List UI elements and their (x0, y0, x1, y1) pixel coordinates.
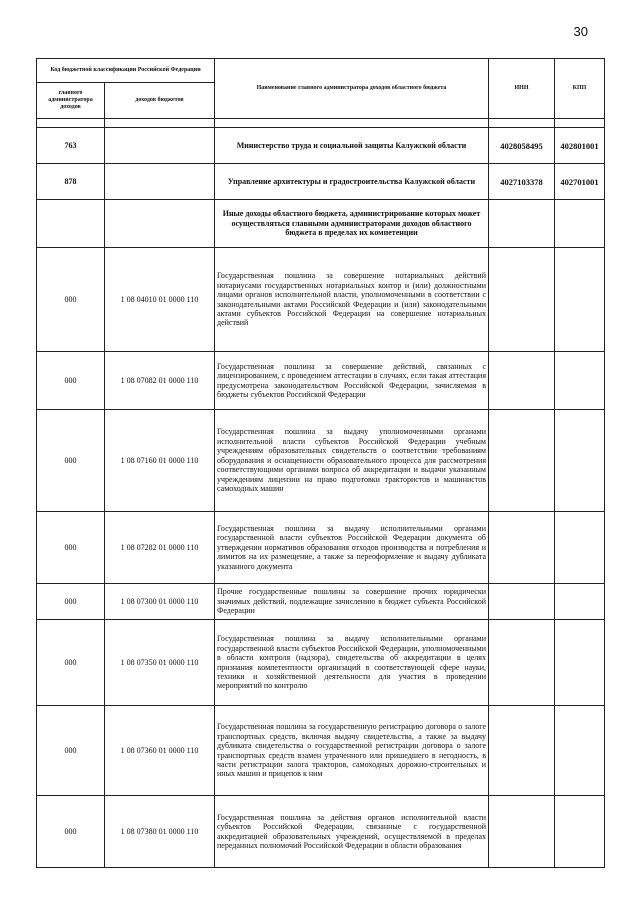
inn-value (489, 410, 555, 512)
table-row (37, 512, 605, 584)
table-row (37, 352, 605, 410)
admin-code: 000 (37, 410, 105, 512)
admin-code: 000 (37, 706, 105, 796)
table-row (37, 164, 605, 200)
inn-value: 4027103378 (489, 164, 555, 200)
table-row (37, 410, 605, 512)
header-inn: ИНН (489, 59, 555, 119)
admin-code: 000 (37, 796, 105, 868)
table-row (37, 706, 605, 796)
inn-value (489, 200, 555, 248)
kpp-value (555, 410, 605, 512)
header-kpp: КПП (555, 59, 605, 119)
inn-value (489, 706, 555, 796)
row-name: Государственная пошлина за совершение нотариальных действий нотариусами государственных нотариальных контор и (или) должностными лицами органов исполнительной власти, уполномоченными в соответствии с законодательными актами Российской Федерации и (или) законодательными актами субъектов Российской Федерации на совершение нотариальных действий (215, 248, 489, 352)
admin-code (37, 200, 105, 248)
inn-value (489, 584, 555, 620)
header-bk-group: Код бюджетной классификации Российской Федерации (37, 59, 215, 83)
header-name: Наименование главного администратора доходов областного бюджета (215, 59, 489, 119)
admin-code: 000 (37, 512, 105, 584)
row-name: Государственная пошлина за выдачу уполномоченными органами исполнительной власти субъектов Российской Федерации учебным учреждениям образовательных свидетельств о соответствии требованиям оборудования и оснащенности образовательного процесса для рассмотрения соответствующими органами вопроса об аккредитации и выдачи указанным учреждениям лицензии на право подготовки трактористов и машинистов самоходных машин (215, 410, 489, 512)
table-row (37, 620, 605, 706)
admin-code: 763 (37, 128, 105, 164)
inn-value (489, 512, 555, 584)
kpp-value (555, 796, 605, 868)
income-code: 1 08 07160 01 0000 110 (105, 410, 215, 512)
page-number: 30 (573, 24, 588, 39)
kpp-value (555, 620, 605, 706)
table-row (37, 248, 605, 352)
kpp-value (555, 248, 605, 352)
admin-code: 878 (37, 164, 105, 200)
kpp-value (555, 200, 605, 248)
admin-code: 000 (37, 352, 105, 410)
admin-code: 000 (37, 620, 105, 706)
kpp-value: 402801001 (555, 128, 605, 164)
inn-value (489, 248, 555, 352)
header-admin: главного администратора доходов (37, 83, 105, 119)
income-code (105, 164, 215, 200)
income-code: 1 08 07350 01 0000 110 (105, 620, 215, 706)
kpp-value (555, 706, 605, 796)
income-code: 1 08 07300 01 0000 110 (105, 584, 215, 620)
kpp-value: 402701001 (555, 164, 605, 200)
income-administrators-table (36, 58, 605, 868)
row-name: Государственная пошлина за государственную регистрацию договора о залоге транспортных средств, включая выдачу свидетельства, а также за выдачу дубликата свидетельства о государственной регистрации договора о залоге транспортных средств взамен утраченного или пришедшего в негодность, в части регистрации залога тракторов, самоходных дорожно-строительных и иных машин и прицепов к ним (215, 706, 489, 796)
income-code: 1 08 04010 01 0000 110 (105, 248, 215, 352)
kpp-value (555, 352, 605, 410)
row-name: Государственная пошлина за выдачу исполнительными органами государственной власти субъектов Российской Федерации документа об утверждении нормативов образования отходов производства и потребления и лимитов на их размещение, а также за переоформление и выдачу дубликата указанного документа (215, 512, 489, 584)
table-row (37, 584, 605, 620)
header-spacer-row (37, 119, 605, 128)
row-name: Прочие государственные пошлины за совершение прочих юридически значимых действий, подлежащие зачислению в бюджет субъекта Российской Федерации (215, 584, 489, 620)
admin-code: 000 (37, 584, 105, 620)
header-row-1 (37, 59, 605, 83)
income-code (105, 200, 215, 248)
table-row (37, 128, 605, 164)
row-name: Управление архитектуры и градостроительства Калужской области (215, 164, 489, 200)
inn-value (489, 620, 555, 706)
kpp-value (555, 584, 605, 620)
income-code: 1 08 07082 01 0000 110 (105, 352, 215, 410)
section-title: Иные доходы областного бюджета, администрирование которых может осуществляться главными администраторами доходов областного бюджета в пределах их компетенции (215, 200, 489, 248)
income-code: 1 08 07282 01 0000 110 (105, 512, 215, 584)
row-name: Министерство труда и социальной защиты Калужской области (215, 128, 489, 164)
row-name: Государственная пошлина за совершение действий, связанных с лицензированием, с проведением аттестации в случаях, если такая аттестация предусмотрена законодательством Российской Федерации, зачисляемая в бюджеты субъектов Российской Федерации (215, 352, 489, 410)
inn-value (489, 796, 555, 868)
income-code: 1 08 07360 01 0000 110 (105, 706, 215, 796)
inn-value (489, 352, 555, 410)
kpp-value (555, 512, 605, 584)
inn-value: 4028058495 (489, 128, 555, 164)
row-name: Государственная пошлина за действия органов исполнительной власти субъектов Российской Федерации, связанные с государственной аккредитацией образовательных учреждений, осуществляемой в пределах переданных полномочий Российской Федерации в области образования (215, 796, 489, 868)
header-income: доходов бюджетов (105, 83, 215, 119)
section-row (37, 200, 605, 248)
table-row (37, 796, 605, 868)
income-code: 1 08 07380 01 0000 110 (105, 796, 215, 868)
income-code (105, 128, 215, 164)
admin-code: 000 (37, 248, 105, 352)
row-name: Государственная пошлина за выдачу исполнительными органами государственной власти субъектов Российской Федерации, уполномоченными в области контроля (надзора), свидетельства об аккредитации в целях признания компетентности организаций в соответствующей сфере науки, техники и хозяйственной деятельности для участия в проведении мероприятий по контролю (215, 620, 489, 706)
